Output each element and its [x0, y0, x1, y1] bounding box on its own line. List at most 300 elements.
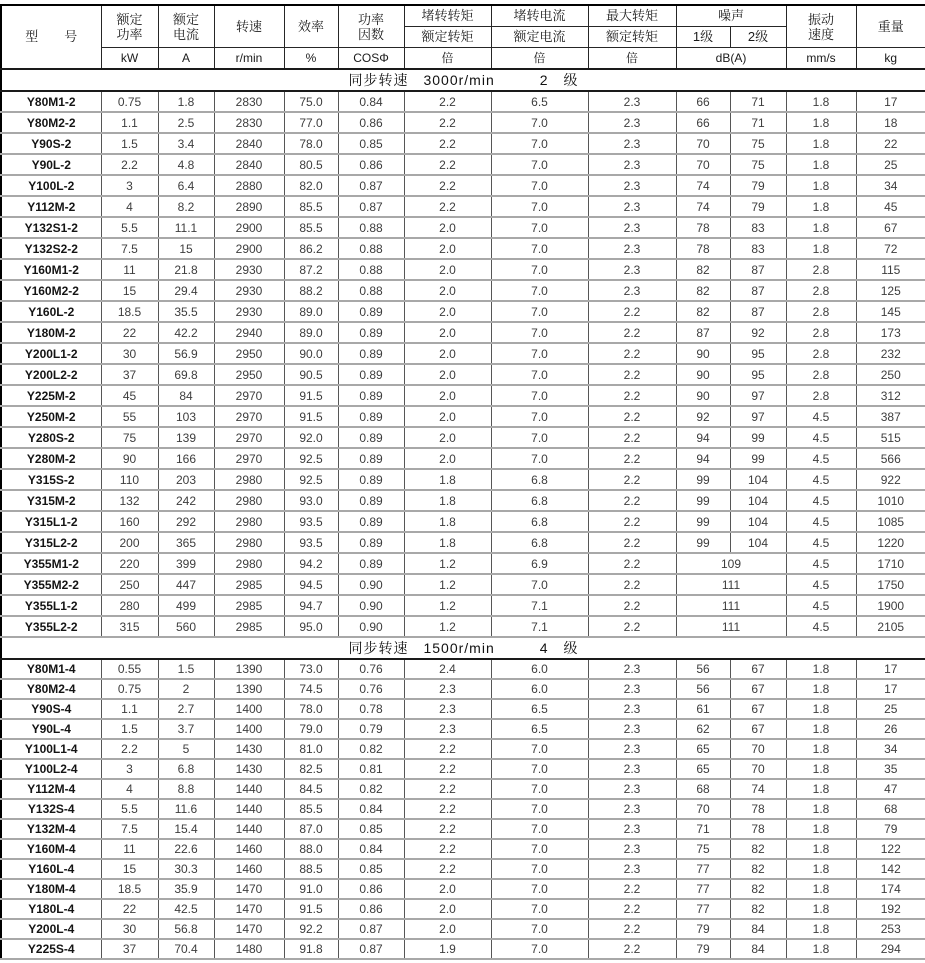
value-cell: 6.5 — [491, 699, 588, 719]
value-cell: 82 — [730, 859, 786, 879]
table-row — [1, 553, 925, 574]
value-cell: 1.5 — [101, 719, 158, 739]
value-cell: 87.0 — [284, 819, 338, 839]
value-cell: 18 — [856, 112, 925, 133]
value-cell: 4.5 — [786, 553, 856, 574]
value-cell: 22 — [856, 133, 925, 154]
value-cell: 84 — [730, 919, 786, 939]
value-cell: 2970 — [214, 406, 284, 427]
value-cell: 84.5 — [284, 779, 338, 799]
table-row — [1, 133, 925, 154]
value-cell: 1.8 — [786, 679, 856, 699]
value-cell: 79 — [730, 175, 786, 196]
value-cell: 1470 — [214, 899, 284, 919]
value-cell: 15 — [158, 238, 214, 259]
value-cell: 67 — [730, 679, 786, 699]
value-cell: 560 — [158, 616, 214, 637]
value-cell: 11.6 — [158, 799, 214, 819]
value-cell: 1.8 — [786, 719, 856, 739]
col-header-speed: 转速 — [214, 5, 284, 48]
value-cell: 132 — [101, 490, 158, 511]
model-cell: Y280S-2 — [1, 427, 101, 448]
value-cell: 30 — [101, 343, 158, 364]
value-cell: 93.5 — [284, 532, 338, 553]
value-cell: 66 — [676, 112, 730, 133]
value-cell: 242 — [158, 490, 214, 511]
value-cell: 90 — [676, 343, 730, 364]
value-cell: 104 — [730, 511, 786, 532]
value-cell: 7.0 — [491, 859, 588, 879]
value-cell: 2.0 — [404, 301, 491, 322]
value-cell: 89.0 — [284, 301, 338, 322]
value-cell: 1470 — [214, 919, 284, 939]
value-cell: 6.8 — [491, 532, 588, 553]
value-cell: 5.5 — [101, 217, 158, 238]
value-cell: 2.3 — [588, 699, 676, 719]
value-cell: 2.2 — [588, 385, 676, 406]
value-cell: 82 — [730, 899, 786, 919]
value-cell: 2.8 — [786, 280, 856, 301]
value-cell: 2830 — [214, 112, 284, 133]
col-header-locked-current-denominator: 额定电流 — [491, 27, 588, 48]
value-cell: 0.89 — [338, 322, 404, 343]
value-cell: 26 — [856, 719, 925, 739]
value-cell: 2.3 — [588, 659, 676, 679]
value-cell: 0.86 — [338, 899, 404, 919]
value-cell: 2930 — [214, 259, 284, 280]
value-cell: 0.90 — [338, 616, 404, 637]
value-cell: 280 — [101, 595, 158, 616]
value-cell: 85.5 — [284, 196, 338, 217]
value-cell: 1.8 — [786, 91, 856, 112]
value-cell: 4.5 — [786, 469, 856, 490]
value-cell: 94.7 — [284, 595, 338, 616]
value-cell: 87.2 — [284, 259, 338, 280]
value-cell: 34 — [856, 739, 925, 759]
model-cell: Y180M-4 — [1, 879, 101, 899]
model-cell: Y315L1-2 — [1, 511, 101, 532]
value-cell: 109 — [676, 553, 786, 574]
value-cell: 447 — [158, 574, 214, 595]
table-row — [1, 919, 925, 939]
value-cell: 1010 — [856, 490, 925, 511]
value-cell: 0.89 — [338, 427, 404, 448]
value-cell: 66 — [676, 91, 730, 112]
value-cell: 111 — [676, 574, 786, 595]
value-cell: 250 — [856, 364, 925, 385]
value-cell: 1.8 — [786, 819, 856, 839]
unit-noise: dB(A) — [676, 48, 786, 70]
value-cell: 103 — [158, 406, 214, 427]
value-cell: 87 — [730, 259, 786, 280]
value-cell: 18.5 — [101, 879, 158, 899]
value-cell: 61 — [676, 699, 730, 719]
value-cell: 2.2 — [588, 879, 676, 899]
value-cell: 37 — [101, 364, 158, 385]
table-row — [1, 739, 925, 759]
value-cell: 2.2 — [588, 919, 676, 939]
value-cell: 35.9 — [158, 879, 214, 899]
value-cell: 6.5 — [491, 719, 588, 739]
value-cell: 42.5 — [158, 899, 214, 919]
value-cell: 4.8 — [158, 154, 214, 175]
table-row — [1, 511, 925, 532]
value-cell: 90.0 — [284, 343, 338, 364]
value-cell: 85.5 — [284, 217, 338, 238]
value-cell: 122 — [856, 839, 925, 859]
value-cell: 1.8 — [158, 91, 214, 112]
value-cell: 2890 — [214, 196, 284, 217]
value-cell: 7.0 — [491, 364, 588, 385]
unit-locked-current-ratio: 倍 — [491, 48, 588, 70]
value-cell: 2.4 — [404, 659, 491, 679]
model-cell: Y100L1-4 — [1, 739, 101, 759]
value-cell: 75.0 — [284, 91, 338, 112]
value-cell: 145 — [856, 301, 925, 322]
value-cell: 47 — [856, 779, 925, 799]
value-cell: 3 — [101, 759, 158, 779]
rated-current-line1: 额定 — [172, 11, 199, 27]
value-cell: 56 — [676, 679, 730, 699]
value-cell: 2940 — [214, 322, 284, 343]
unit-speed: r/min — [214, 48, 284, 70]
value-cell: 2.0 — [404, 280, 491, 301]
value-cell: 2830 — [214, 91, 284, 112]
table-row — [1, 91, 925, 112]
model-cell: Y355L1-2 — [1, 595, 101, 616]
value-cell: 22 — [101, 322, 158, 343]
value-cell: 2.0 — [404, 364, 491, 385]
value-cell: 82 — [676, 259, 730, 280]
value-cell: 0.88 — [338, 280, 404, 301]
value-cell: 1.8 — [404, 469, 491, 490]
value-cell: 0.89 — [338, 406, 404, 427]
value-cell: 35.5 — [158, 301, 214, 322]
value-cell: 2950 — [214, 364, 284, 385]
model-cell: Y90L-4 — [1, 719, 101, 739]
value-cell: 2985 — [214, 595, 284, 616]
value-cell: 2.8 — [786, 259, 856, 280]
value-cell: 15 — [101, 859, 158, 879]
value-cell: 2.2 — [404, 154, 491, 175]
value-cell: 6.8 — [491, 511, 588, 532]
value-cell: 97 — [730, 385, 786, 406]
table-body — [1, 69, 925, 959]
value-cell: 1.8 — [786, 196, 856, 217]
value-cell: 2980 — [214, 511, 284, 532]
value-cell: 99 — [730, 448, 786, 469]
model-cell: Y200L1-2 — [1, 343, 101, 364]
value-cell: 1.8 — [786, 859, 856, 879]
value-cell: 0.55 — [101, 659, 158, 679]
section-band — [1, 637, 925, 659]
value-cell: 77.0 — [284, 112, 338, 133]
model-cell: Y112M-2 — [1, 196, 101, 217]
value-cell: 6.5 — [491, 91, 588, 112]
value-cell: 4.5 — [786, 595, 856, 616]
value-cell: 2.3 — [588, 779, 676, 799]
value-cell: 2.2 — [404, 759, 491, 779]
value-cell: 7.0 — [491, 322, 588, 343]
model-cell: Y160M2-2 — [1, 280, 101, 301]
value-cell: 83 — [730, 217, 786, 238]
value-cell: 2900 — [214, 238, 284, 259]
value-cell: 4 — [101, 779, 158, 799]
value-cell: 56.8 — [158, 919, 214, 939]
table-row — [1, 759, 925, 779]
model-cell: Y90L-2 — [1, 154, 101, 175]
value-cell: 2.0 — [404, 322, 491, 343]
value-cell: 83 — [730, 238, 786, 259]
value-cell: 78 — [730, 819, 786, 839]
value-cell: 2.2 — [588, 616, 676, 637]
value-cell: 2.0 — [404, 427, 491, 448]
value-cell: 15 — [101, 280, 158, 301]
value-cell: 6.0 — [491, 659, 588, 679]
value-cell: 88.5 — [284, 859, 338, 879]
value-cell: 166 — [158, 448, 214, 469]
value-cell: 2.3 — [588, 91, 676, 112]
value-cell: 67 — [730, 719, 786, 739]
value-cell: 1220 — [856, 532, 925, 553]
value-cell: 1.5 — [101, 133, 158, 154]
table-row — [1, 839, 925, 859]
value-cell: 7.0 — [491, 259, 588, 280]
value-cell: 99 — [676, 532, 730, 553]
value-cell: 84 — [730, 939, 786, 959]
value-cell: 84 — [158, 385, 214, 406]
table-row — [1, 175, 925, 196]
value-cell: 92 — [676, 406, 730, 427]
value-cell: 1.8 — [786, 739, 856, 759]
value-cell: 87 — [676, 322, 730, 343]
value-cell: 2.3 — [588, 133, 676, 154]
value-cell: 2.2 — [588, 427, 676, 448]
unit-efficiency: % — [284, 48, 338, 70]
value-cell: 91.5 — [284, 385, 338, 406]
value-cell: 94.5 — [284, 574, 338, 595]
value-cell: 7.0 — [491, 154, 588, 175]
model-cell: Y225M-2 — [1, 385, 101, 406]
value-cell: 1.8 — [786, 899, 856, 919]
value-cell: 1.1 — [101, 699, 158, 719]
value-cell: 85.5 — [284, 799, 338, 819]
value-cell: 0.75 — [101, 91, 158, 112]
value-cell: 78.0 — [284, 699, 338, 719]
value-cell: 2.8 — [786, 322, 856, 343]
value-cell: 104 — [730, 532, 786, 553]
value-cell: 6.8 — [158, 759, 214, 779]
value-cell: 0.75 — [101, 679, 158, 699]
value-cell: 2880 — [214, 175, 284, 196]
value-cell: 0.79 — [338, 719, 404, 739]
value-cell: 2 — [158, 679, 214, 699]
value-cell: 2.3 — [588, 819, 676, 839]
value-cell: 232 — [856, 343, 925, 364]
value-cell: 75 — [101, 427, 158, 448]
value-cell: 8.2 — [158, 196, 214, 217]
value-cell: 2.2 — [404, 91, 491, 112]
model-cell: Y315S-2 — [1, 469, 101, 490]
value-cell: 1.1 — [101, 112, 158, 133]
value-cell: 253 — [856, 919, 925, 939]
value-cell: 2980 — [214, 532, 284, 553]
model-cell: Y280M-2 — [1, 448, 101, 469]
unit-max-torque-ratio: 倍 — [588, 48, 676, 70]
unit-weight: kg — [856, 48, 925, 70]
value-cell: 2.2 — [101, 154, 158, 175]
value-cell: 70 — [676, 154, 730, 175]
value-cell: 95.0 — [284, 616, 338, 637]
value-cell: 7.0 — [491, 385, 588, 406]
model-cell: Y80M2-4 — [1, 679, 101, 699]
value-cell: 70 — [730, 759, 786, 779]
model-cell: Y200L-4 — [1, 919, 101, 939]
value-cell: 1.2 — [404, 574, 491, 595]
model-cell: Y100L-2 — [1, 175, 101, 196]
value-cell: 1085 — [856, 511, 925, 532]
value-cell: 2.2 — [588, 511, 676, 532]
value-cell: 7.0 — [491, 899, 588, 919]
value-cell: 75 — [730, 154, 786, 175]
col-header-max-torque-denominator: 额定转矩 — [588, 27, 676, 48]
col-header-locked-current-numerator: 堵转电流 — [491, 5, 588, 27]
value-cell: 7.0 — [491, 112, 588, 133]
value-cell: 1430 — [214, 759, 284, 779]
value-cell: 7.5 — [101, 819, 158, 839]
model-cell: Y160L-2 — [1, 301, 101, 322]
value-cell: 77 — [676, 859, 730, 879]
value-cell: 1.5 — [158, 659, 214, 679]
value-cell: 2.0 — [404, 238, 491, 259]
value-cell: 2.3 — [404, 699, 491, 719]
value-cell: 7.0 — [491, 819, 588, 839]
value-cell: 7.0 — [491, 301, 588, 322]
value-cell: 566 — [856, 448, 925, 469]
model-cell: Y132S1-2 — [1, 217, 101, 238]
value-cell: 7.0 — [491, 196, 588, 217]
value-cell: 142 — [856, 859, 925, 879]
value-cell: 88.0 — [284, 839, 338, 859]
table-row — [1, 217, 925, 238]
model-cell: Y160M-4 — [1, 839, 101, 859]
value-cell: 0.86 — [338, 154, 404, 175]
value-cell: 18.5 — [101, 301, 158, 322]
value-cell: 2.3 — [588, 154, 676, 175]
table-row — [1, 719, 925, 739]
value-cell: 30 — [101, 919, 158, 939]
value-cell: 6.8 — [491, 469, 588, 490]
value-cell: 499 — [158, 595, 214, 616]
value-cell: 29.4 — [158, 280, 214, 301]
value-cell: 0.82 — [338, 779, 404, 799]
value-cell: 2840 — [214, 154, 284, 175]
value-cell: 79.0 — [284, 719, 338, 739]
value-cell: 56 — [676, 659, 730, 679]
value-cell: 1390 — [214, 679, 284, 699]
value-cell: 125 — [856, 280, 925, 301]
value-cell: 1.8 — [786, 112, 856, 133]
table-row — [1, 196, 925, 217]
col-header-noise-grade-1: 1级 — [676, 27, 730, 48]
col-header-locked-torque-numerator: 堵转转矩 — [404, 5, 491, 27]
value-cell: 2.2 — [404, 859, 491, 879]
value-cell: 3 — [101, 175, 158, 196]
value-cell: 69.8 — [158, 364, 214, 385]
value-cell: 2980 — [214, 490, 284, 511]
model-cell: Y250M-2 — [1, 406, 101, 427]
value-cell: 4 — [101, 196, 158, 217]
value-cell: 2.8 — [786, 343, 856, 364]
table-row — [1, 406, 925, 427]
value-cell: 35 — [856, 759, 925, 779]
value-cell: 220 — [101, 553, 158, 574]
value-cell: 4.5 — [786, 427, 856, 448]
value-cell: 7.0 — [491, 343, 588, 364]
value-cell: 2970 — [214, 385, 284, 406]
value-cell: 0.87 — [338, 939, 404, 959]
value-cell: 0.89 — [338, 490, 404, 511]
value-cell: 1.8 — [786, 659, 856, 679]
value-cell: 21.8 — [158, 259, 214, 280]
value-cell: 0.89 — [338, 469, 404, 490]
value-cell: 95 — [730, 343, 786, 364]
value-cell: 91.8 — [284, 939, 338, 959]
value-cell: 1440 — [214, 819, 284, 839]
value-cell: 92.2 — [284, 919, 338, 939]
value-cell: 2.0 — [404, 406, 491, 427]
value-cell: 1430 — [214, 739, 284, 759]
value-cell: 7.0 — [491, 879, 588, 899]
value-cell: 2.2 — [404, 175, 491, 196]
value-cell: 2900 — [214, 217, 284, 238]
value-cell: 2.3 — [404, 679, 491, 699]
value-cell: 104 — [730, 490, 786, 511]
value-cell: 2.2 — [404, 819, 491, 839]
value-cell: 0.89 — [338, 532, 404, 553]
value-cell: 7.0 — [491, 779, 588, 799]
value-cell: 111 — [676, 616, 786, 637]
value-cell: 4.5 — [786, 406, 856, 427]
model-cell: Y132S2-2 — [1, 238, 101, 259]
value-cell: 1.8 — [404, 490, 491, 511]
value-cell: 2.0 — [404, 879, 491, 899]
value-cell: 74 — [676, 196, 730, 217]
value-cell: 2.0 — [404, 919, 491, 939]
value-cell: 2.2 — [588, 595, 676, 616]
value-cell: 7.5 — [101, 238, 158, 259]
value-cell: 99 — [676, 490, 730, 511]
value-cell: 0.76 — [338, 679, 404, 699]
value-cell: 1.2 — [404, 553, 491, 574]
table-row — [1, 154, 925, 175]
value-cell: 1.8 — [786, 699, 856, 719]
value-cell: 90 — [676, 385, 730, 406]
value-cell: 2.8 — [786, 385, 856, 406]
model-cell: Y160M1-2 — [1, 259, 101, 280]
value-cell: 92.5 — [284, 448, 338, 469]
value-cell: 2.2 — [588, 406, 676, 427]
value-cell: 2930 — [214, 301, 284, 322]
model-cell: Y80M2-2 — [1, 112, 101, 133]
value-cell: 203 — [158, 469, 214, 490]
table-row — [1, 679, 925, 699]
value-cell: 2.3 — [588, 859, 676, 879]
value-cell: 78.0 — [284, 133, 338, 154]
table-row — [1, 879, 925, 899]
value-cell: 174 — [856, 879, 925, 899]
model-cell: Y132M-4 — [1, 819, 101, 839]
